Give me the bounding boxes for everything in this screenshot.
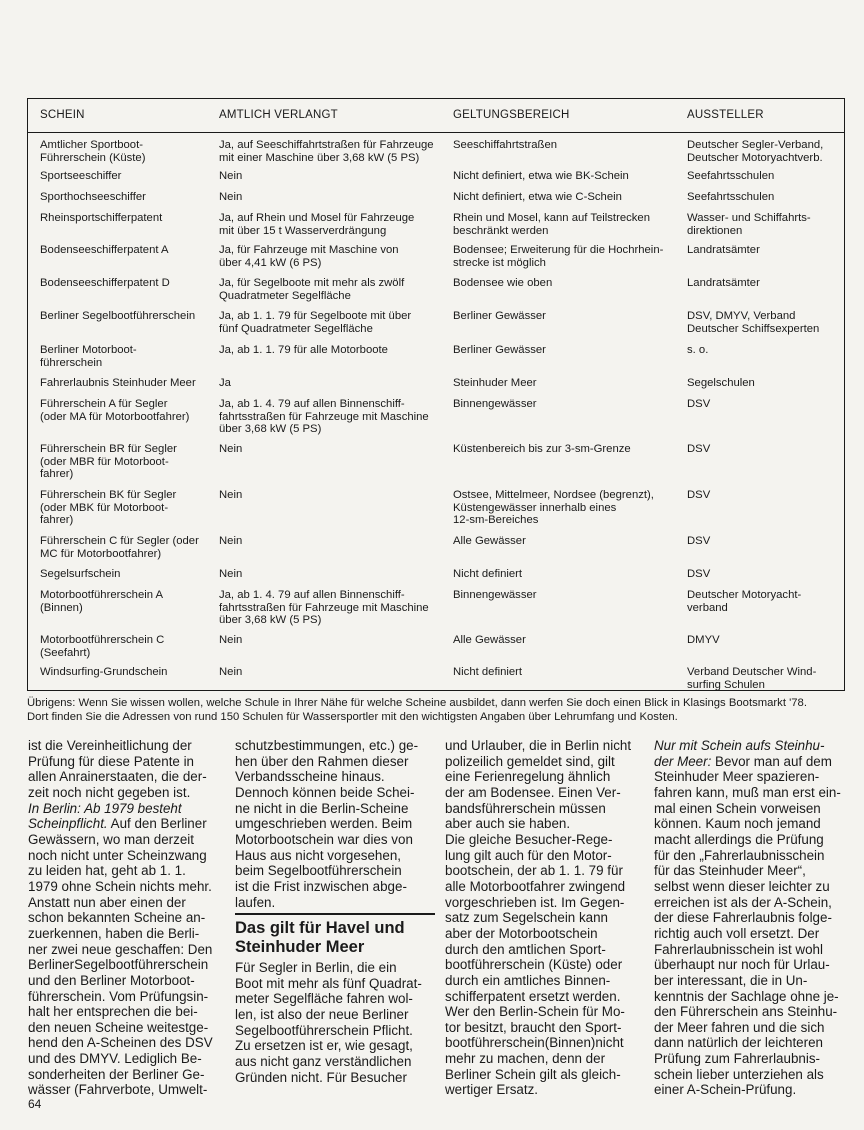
cell-amtlich-verlangt: Ja, ab 1. 4. 79 auf allen Binnenschiff- fahrtsstraßen für Fahrzeuge mit Maschine über 3,68 kW (5 PS)	[219, 589, 429, 627]
cell-geltungsbereich: Nicht definiert	[453, 666, 523, 678]
cell-amtlich-verlangt: Ja, ab 1. 1. 79 für alle Motorboote	[219, 344, 388, 356]
cell-geltungsbereich: Berliner Gewässer	[453, 344, 546, 356]
cell-geltungsbereich: Berliner Gewässer	[453, 310, 546, 322]
footnote: Übrigens: Wenn Sie wissen wollen, welche Schule in Ihrer Nähe für welche Scheine ausbildet, dann werfen Sie doch einen Blick in Klasings Bootsmarkt '78. Dort finden Sie die Adressen von rund 150 Schulen für Wassersportler mit den wichtigsten Angaben über Lehrumfang und Kosten.	[27, 697, 807, 723]
cell-geltungsbereich: Steinhuder Meer	[453, 377, 537, 389]
cell-amtlich-verlangt: Ja, auf Seeschiffahrtstraßen für Fahrzeuge mit einer Maschine über 3,68 kW (5 PS)	[219, 139, 434, 164]
cell-aussteller: Deutscher Motoryacht- verband	[687, 589, 802, 614]
cell-schein: Bodenseeschifferpatent D	[40, 277, 170, 289]
cell-schein: Sportseeschiffer	[40, 170, 122, 182]
cell-aussteller: DSV	[687, 443, 711, 455]
cell-geltungsbereich: Binnengewässer	[453, 589, 537, 601]
cell-amtlich-verlangt: Ja, für Segelboote mit mehr als zwölf Quadratmeter Segelfläche	[219, 277, 405, 302]
cell-schein: Berliner Motorboot- führerschein	[40, 344, 137, 369]
cell-schein: Bodenseeschifferpatent A	[40, 244, 169, 256]
license-table	[27, 98, 845, 691]
cell-geltungsbereich: Nicht definiert	[453, 568, 523, 580]
cell-amtlich-verlangt: Nein	[219, 568, 243, 580]
cell-aussteller: Deutscher Segler-Verband, Deutscher Motoryachtverb.	[687, 139, 824, 164]
cell-amtlich-verlangt: Nein	[219, 191, 243, 203]
cell-geltungsbereich: Küstenbereich bis zur 3-sm-Grenze	[453, 443, 631, 455]
cell-amtlich-verlangt: Nein	[219, 489, 243, 501]
cell-aussteller: Segelschulen	[687, 377, 755, 389]
cell-aussteller: DSV, DMYV, Verband Deutscher Schiffsexperten	[687, 310, 820, 335]
cell-amtlich-verlangt: Ja, auf Rhein und Mosel für Fahrzeuge mit über 15 t Wasserverdrängung	[219, 212, 415, 237]
table-header	[28, 99, 844, 133]
header-amtlich-verlangt: AMTLICH VERLANGT	[219, 109, 338, 121]
cell-geltungsbereich: Bodensee; Erweiterung für die Hochrhein- strecke ist möglich	[453, 244, 664, 269]
cell-geltungsbereich: Ostsee, Mittelmeer, Nordsee (begrenzt), Küstengewässer innerhalb eines 12-sm-Bereiches	[453, 489, 654, 527]
cell-aussteller: DSV	[687, 535, 711, 547]
cell-geltungsbereich: Bodensee wie oben	[453, 277, 553, 289]
cell-geltungsbereich: Rhein und Mosel, kann auf Teilstrecken beschränkt werden	[453, 212, 650, 237]
cell-schein: Sporthochseeschiffer	[40, 191, 146, 203]
cell-geltungsbereich: Alle Gewässer	[453, 634, 526, 646]
cell-schein: Motorbootführerschein A (Binnen)	[40, 589, 164, 614]
header-aussteller: AUSSTELLER	[687, 109, 764, 121]
cell-amtlich-verlangt: Ja, für Fahrzeuge mit Maschine von über 4,41 kW (6 PS)	[219, 244, 399, 269]
cell-amtlich-verlangt: Nein	[219, 443, 243, 455]
cell-amtlich-verlangt: Ja	[219, 377, 231, 389]
cell-aussteller: DSV	[687, 398, 711, 410]
cell-schein: Führerschein BR für Segler (oder MBR für Motorboot- fahrer)	[40, 443, 177, 481]
article-column-4: Nur mit Schein aufs Steinhu- der Meer: Bevor man auf dem Steinhuder Meer spazieren- fahren kann, muß man erst ein- mal einen Schein vorweisen können. Kaum noch jemand macht allerdings die Prüfung für den „Fahrerlaubnisschein für das Steinhuder Meer“, selbst wenn dieser leichter zu erreichen ist als der A-Schein, der diese Fahrerlaubnis folge- richtig auch voll ersetzt. Der Fahrerlaubnisschein ist wohl überhaupt nur noch für Urlau- ber interessant, die in Un- kenntnis der Sachlage ohne je- den Führerschein ans Steinhu- der Meer fahren und die sich dann natürlich der leichteren Prüfung zum Fahrerlaubnis- schein lieber unterziehen als einer A-Schein-Prüfung.	[654, 738, 841, 1098]
cell-schein: Führerschein A für Segler (oder MA für Motorbootfahrer)	[40, 398, 190, 423]
cell-aussteller: DSV	[687, 568, 711, 580]
cell-aussteller: Seefahrtsschulen	[687, 170, 775, 182]
cell-schein: Rheinsportschifferpatent	[40, 212, 163, 224]
cell-amtlich-verlangt: Nein	[219, 535, 243, 547]
cell-aussteller: DMYV	[687, 634, 720, 646]
cell-amtlich-verlangt: Nein	[219, 666, 243, 678]
cell-schein: Amtlicher Sportboot- Führerschein (Küste)	[40, 139, 146, 164]
cell-amtlich-verlangt: Nein	[219, 634, 243, 646]
cell-aussteller: Landratsämter	[687, 244, 760, 256]
cell-aussteller: Verband Deutscher Wind- surfing Schulen	[687, 666, 817, 691]
cell-aussteller: s. o.	[687, 344, 709, 356]
cell-schein: Führerschein BK für Segler (oder MBK für Motorboot- fahrer)	[40, 489, 177, 527]
cell-aussteller: DSV	[687, 489, 711, 501]
cell-geltungsbereich: Nicht definiert, etwa wie BK-Schein	[453, 170, 629, 182]
cell-geltungsbereich: Nicht definiert, etwa wie C-Schein	[453, 191, 622, 203]
article-column-2-top: schutzbestimmungen, etc.) ge- hen über den Rahmen dieser Verbandsscheine hinaus. Dennoch können beide Schei- ne nicht in die Berlin-Scheine umgeschrieben werden. Beim Motorbootschein war dies von Haus aus nicht vorgesehen, beim Segelbootführerschein ist die Frist inzwischen abge- laufen.	[235, 738, 419, 910]
cell-amtlich-verlangt: Ja, ab 1. 1. 79 für Segelboote mit über fünf Quadratmeter Segelfläche	[219, 310, 412, 335]
cell-aussteller: Landratsämter	[687, 277, 760, 289]
cell-schein: Windsurfing-Grundschein	[40, 666, 168, 678]
cell-geltungsbereich: Binnengewässer	[453, 398, 537, 410]
cell-amtlich-verlangt: Nein	[219, 170, 243, 182]
cell-schein: Berliner Segelbootführerschein	[40, 310, 196, 322]
cell-schein: Führerschein C für Segler (oder MC für Motorbootfahrer)	[40, 535, 199, 560]
cell-amtlich-verlangt: Ja, ab 1. 4. 79 auf allen Binnenschiff- fahrtsstraßen für Fahrzeuge mit Maschine über 3,68 kW (5 PS)	[219, 398, 429, 436]
article-column-3: und Urlauber, die in Berlin nicht polizeilich gemeldet sind, gilt eine Ferienregelung ähnlich der am Bodensee. Einen Ver- bandsführerschein müssen aber auch sie haben. Die gleiche Besucher-Rege- lung gilt auch für den Motor- bootschein, der ab 1. 1. 79 für alle Motorbootfahrer zwingend vorgeschrieben ist. Im Gegen- satz zum Segelschein kann aber der Motorbootschein durch den amtlichen Sport- bootführerschein (Küste) oder durch ein amtliches Binnen- schifferpatent ersetzt werden. Wer den Berlin-Schein für Mo- tor besitzt, braucht den Sport- bootführerschein(Binnen)nicht mehr zu machen, denn der Berliner Schein gilt als gleich- wertiger Ersatz.	[445, 738, 632, 1098]
cell-aussteller: Wasser- und Schiffahrts- direktionen	[687, 212, 811, 237]
cell-geltungsbereich: Seeschiffahrtstraßen	[453, 139, 558, 151]
article-heading: Das gilt für Havel und Steinhuder Meer	[235, 913, 435, 957]
cell-geltungsbereich: Alle Gewässer	[453, 535, 526, 547]
page-number: 64	[28, 1097, 42, 1111]
article-column-1: ist die Vereinheitlichung der Prüfung für diese Patente in allen Anrainerstaaten, die der- zeit noch nicht gegeben ist. In Berlin: Ab 1979 besteht Scheinpflicht. Auf den Berliner Gewässern, wo man derzeit noch nicht unter Scheinzwang zu leiden hat, geht ab 1. 1. 1979 ohne Schein nichts mehr. Anstatt nun aber einen der schon bekannten Scheine an- zuerkennen, haben die Berli- ner zwei neue geschaffen: Den BerlinerSegelbootführerschein und den Berliner Motorboot- führerschein. Vom Prüfungsin- halt her entsprechen die bei- den neuen Scheine weitestge- hend den A-Scheinen des DSV und des DMYV. Lediglich Be- sonderheiten der Berliner Ge- wässer (Fahrverbote, Umwelt-	[28, 738, 213, 1098]
header-geltungsbereich: GELTUNGSBEREICH	[453, 109, 570, 121]
cell-schein: Segelsurfschein	[40, 568, 121, 580]
cell-schein: Fahrerlaubnis Steinhuder Meer	[40, 377, 196, 389]
article-column-2-bottom: Für Segler in Berlin, die ein Boot mit mehr als fünf Quadrat- meter Segelfläche fahren wol- len, ist also der neue Berliner Segelbootführerschein Pflicht. Zu ersetzen ist er, wie gesagt, aus nicht ganz verständlichen Gründen nicht. Für Besucher	[235, 960, 422, 1085]
header-schein: SCHEIN	[40, 109, 85, 121]
cell-aussteller: Seefahrtsschulen	[687, 191, 775, 203]
cell-schein: Motorbootführerschein C (Seefahrt)	[40, 634, 165, 659]
